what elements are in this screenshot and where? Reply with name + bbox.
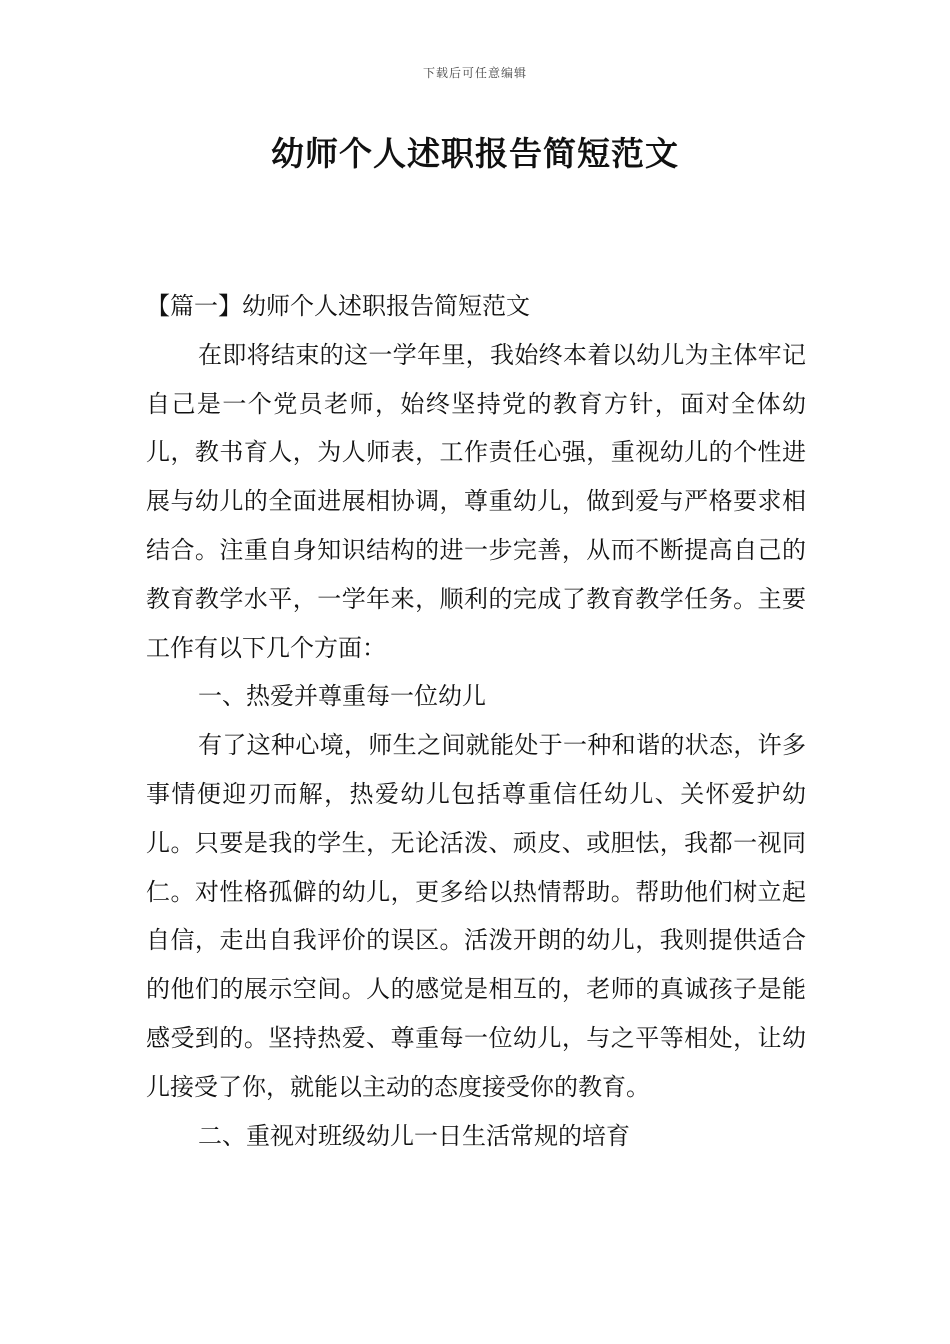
point-one-heading: 一、热爱并尊重每一位幼儿: [198, 682, 486, 711]
header-note: 下载后可任意编辑: [422, 66, 527, 80]
intro-paragraph: 在即将结束的这一学年里，我始终本着以幼儿为主体牢记自己是一个党员老师，始终坚持党的教育方针，面对全体幼儿，教书育人，为人师表，工作责任心强，重视幼儿的个性进展与幼儿的全面进展相协调，尊重幼儿，做到爱与严格要求相结合。注重自身知识结构的进一步完善，从而不断提高自己的教育教学水平，一学年来，顺利的完成了教育教学任务。主要工作有以下几个方面：: [146, 340, 806, 662]
point-two-heading: 二、重视对班级幼儿一日生活常规的培育: [198, 1121, 630, 1150]
document-title: 幼师个人述职报告简短范文: [271, 134, 679, 173]
point-one-paragraph: 有了这种心境，师生之间就能处于一种和谐的状态，许多事情便迎刃而解，热爱幼儿包括尊重信任幼儿、关怀爱护幼儿。只要是我的学生，无论活泼、顽皮、或胆怯，我都一视同仁。对性格孤僻的幼儿，更多给以热情帮助。帮助他们树立起自信，走出自我评价的误区。活泼开朗的幼儿，我则提供适合的他们的展示空间。人的感觉是相互的，老师的真诚孩子是能感受到的。坚持热爱、尊重每一位幼儿，与之平等相处，让幼儿接受了你，就能以主动的态度接受你的教育。: [146, 731, 806, 1101]
section-heading: 【篇一】幼师个人述职报告简短范文: [146, 292, 530, 320]
document-body: [146, 282, 806, 1160]
